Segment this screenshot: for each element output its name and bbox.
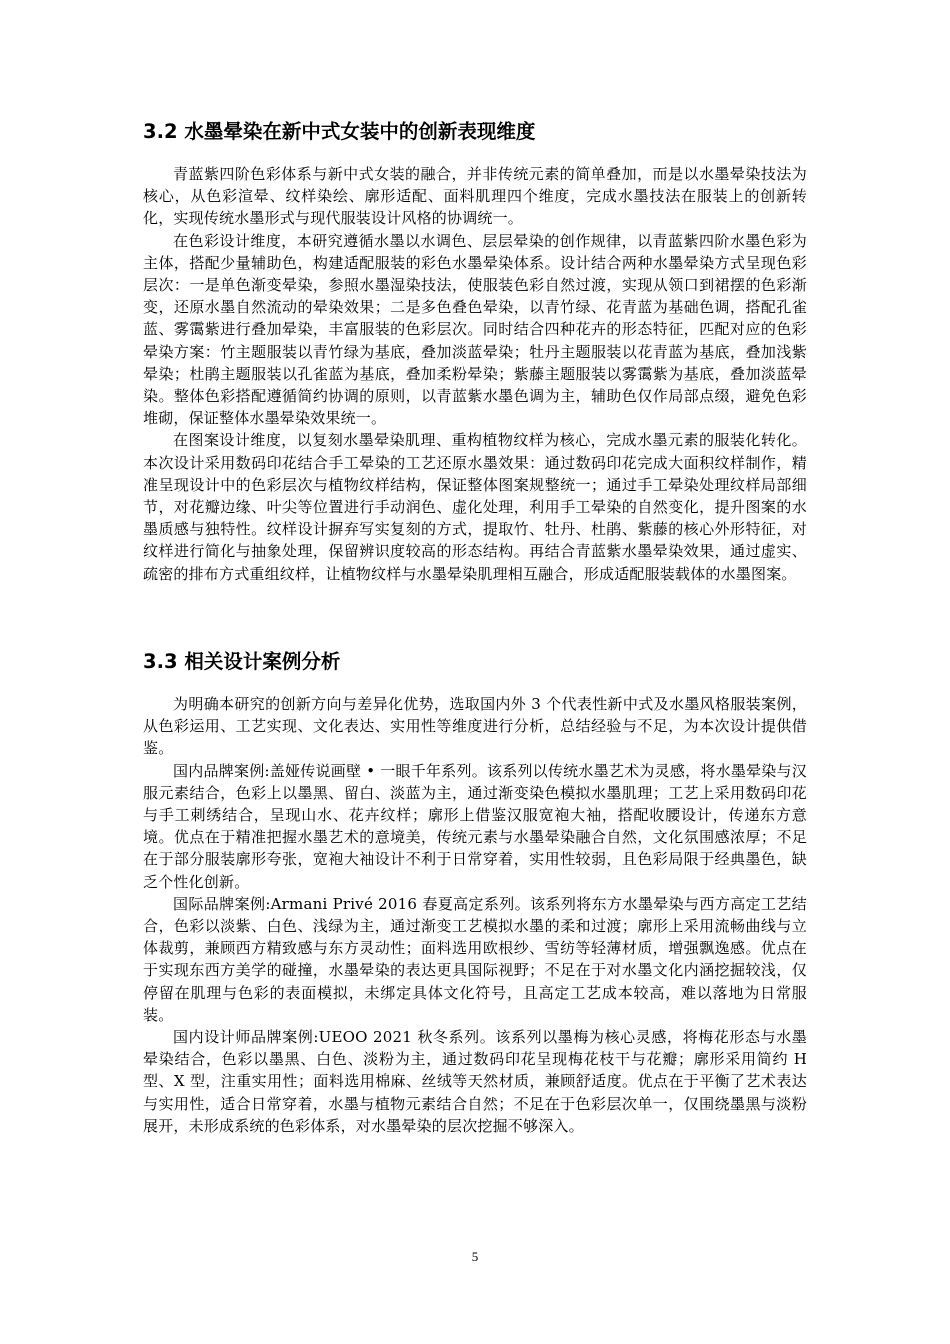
section-3-3-paragraph-1: 为明确本研究的创新方向与差异化优势，选取国内外 3 个代表性新中式及水墨风格服装案例，从色彩运用、工艺实现、文化表达、实用性等维度进行分析，总结经验与不足，为本次设计提供借鉴。 xyxy=(143,695,807,758)
section-3-3-paragraph-3: 国际品牌案例:Armani Privé 2016 春夏高定系列。该系列将东方水墨晕染与西方高定工艺结合，色彩以淡紫、白色、浅绿为主，通过渐变工艺模拟水墨的柔和过渡；廓形上采用流畅曲线与立体裁剪，兼顾西方精致感与东方灵动性；面料选用欧根纱、雪纺等轻薄材质，增强飘逸感。优点在于实现东西方美学的碰撞，水墨晕染的表达更具国际视野；不足在于对水墨文化内涵挖掘较浅，仅停留在肌理与色彩的表面模拟，未绑定具体文化符号，且高定工艺成本较高，难以落地为日常服装。 xyxy=(143,894,807,1024)
section-3-2-paragraph-1: 青蓝紫四阶色彩体系与新中式女装的融合，并非传统元素的简单叠加，而是以水墨晕染技法为核心，从色彩渲晕、纹样染绘、廓形适配、面料肌理四个维度，完成水墨技法在服装上的创新转化，实现传统水墨形式与现代服装设计风格的协调统一。 xyxy=(143,165,807,228)
section-3-3-body xyxy=(143,693,807,1137)
section-3-2-paragraph-2: 在色彩设计维度，本研究遵循水墨以水调色、层层晕染的创作规律，以青蓝紫四阶水墨色彩为主体，搭配少量辅助色，构建适配服装的彩色水墨晕染体系。设计结合两种水墨晕染方式呈现色彩层次：一是单色渐变晕染，参照水墨湿染技法，使服装色彩自然过渡，实现从领口到裙摆的色彩渐变，还原水墨自然流动的晕染效果；二是多色叠色晕染，以青竹绿、花青蓝为基础色调，搭配孔雀蓝、雾霭紫进行叠加晕染，丰富服装的色彩层次。同时结合四种花卉的形态特征，匹配对应的色彩晕染方案：竹主题服装以青竹绿为基底，叠加淡蓝晕染；牡丹主题服装以花青蓝为基底，叠加浅紫晕染；杜鹃主题服装以孔雀蓝为基底，叠加柔粉晕染；紫藤主题服装以雾霭紫为基底，叠加淡蓝晕染。整体色彩搭配遵循简约协调的原则，以青蓝紫水墨色调为主，辅助色仅作局部点缀，避免色彩堆砌，保证整体水墨晕染效果统一。 xyxy=(143,231,807,428)
section-3-2-body xyxy=(143,163,807,585)
page-number: 5 xyxy=(471,1249,479,1264)
section-3-3-paragraph-2: 国内品牌案例:盖娅传说画壁 • 一眼千年系列。该系列以传统水墨艺术为灵感，将水墨晕染与汉服元素结合，色彩上以墨黑、留白、淡蓝为主，通过渐变染色模拟水墨肌理；工艺上采用数码印花与手工刺绣结合，呈现山水、花卉纹样；廓形上借鉴汉服宽袍大袖，搭配收腰设计，传递东方意境。优点在于精准把握水墨艺术的意境美，传统元素与水墨晕染融合自然，文化氛围感浓厚；不足在于部分服装廓形夸张，宽袍大袖设计不利于日常穿着，实用性较弱，且色彩局限于经典墨色，缺乏个性化创新。 xyxy=(143,761,807,891)
section-3-2-paragraph-3: 在图案设计维度，以复刻水墨晕染肌理、重构植物纹样为核心，完成水墨元素的服装化转化。本次设计采用数码印花结合手工晕染的工艺还原水墨效果：通过数码印花完成大面积纹样制作，精准呈现设计中的色彩层次与植物纹样结构，保证整体图案规整统一；通过手工晕染处理纹样局部细节，对花瓣边缘、叶尖等位置进行手动润色、虚化处理，利用手工晕染的自然变化，提升图案的水墨质感与独特性。纹样设计摒弃写实复刻的方式，提取竹、牡丹、杜鹃、紫藤的核心外形特征，对纹样进行简化与抽象处理，保留辨识度较高的形态结构。再结合青蓝紫水墨晕染效果，通过虚实、疏密的排布方式重组纹样，让植物纹样与水墨晕染肌理相互融合，形成适配服装载体的水墨图案。 xyxy=(143,431,807,583)
section-3-3-paragraph-4: 国内设计师品牌案例:UEOO 2021 秋冬系列。该系列以墨梅为核心灵感，将梅花形态与水墨晕染结合，色彩以墨黑、白色、淡粉为主，通过数码印花呈现梅花枝干与花瓣；廓形采用简约 H 型、X 型，注重实用性；面料选用棉麻、丝绒等天然材质，兼顾舒适度。优点在于平衡了艺术表达与实用性，适合日常穿着，水墨与植物元素结合自然；不足在于色彩层次单一，仅围绕墨黑与淡粉展开，未形成系统的色彩体系，对水墨晕染的层次挖掘不够深入。 xyxy=(143,1028,807,1135)
section-3-3-heading: 3.3 相关设计案例分析 xyxy=(143,650,341,673)
section-3-2-heading: 3.2 水墨晕染在新中式女装中的创新表现维度 xyxy=(143,120,536,143)
